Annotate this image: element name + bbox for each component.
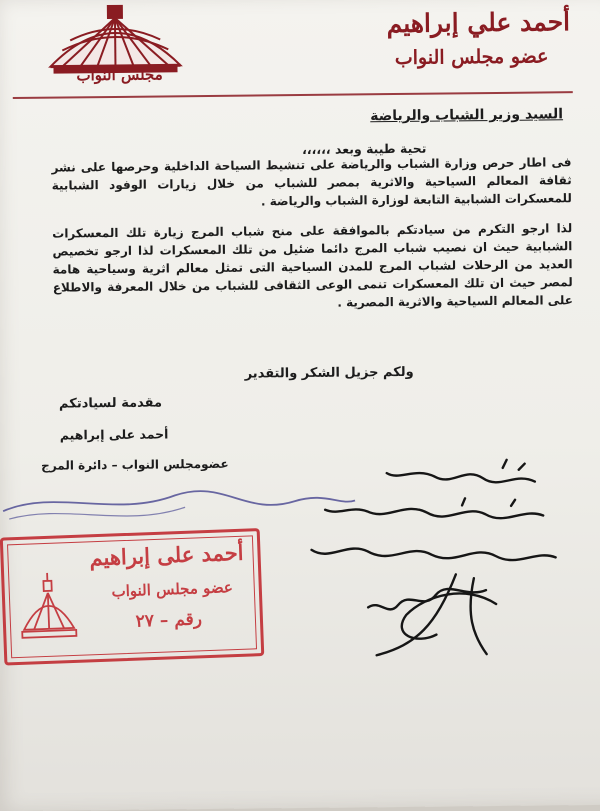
stamp-name: أحمد على إبراهيم [89,540,244,571]
presented-by: مقدمة لسيادتكم [59,395,162,411]
addressee: السيد وزير الشباب والرياضة [370,106,563,124]
greeting: تحية طيبة وبعد ،،،،،، [302,141,426,157]
letterhead-role: عضو مجلس النواب [395,45,549,69]
stamp-role: عضو مجلس النواب [111,578,233,600]
paragraph-1: فى اطار حرص وزارة الشباب والرياضة على تنشيط السياحة الداخلية وحرصها على نشر ثقافة المعالم السياحية والاثرية بمصر للشباب من خلال زيارات الوفود الشبابية للمعسكرات الشبابية التابعة لوزارة الشباب والرياضة . [51,153,572,212]
letterhead-name: أحمد علي إبراهيم [386,7,570,38]
paragraph-2: لذا ارجو التكرم من سيادتكم بالموافقة على منح شباب المرج زيارة تلك المعسكرات الشبابية حيث ان نصيب شباب المرج دائما ضئيل من تلك المعسكرات لذا ارجو تخصيص العديد من الرحلات لشباب المرج للمدن السياحية التى تمثل معالم اثرية وسياحية هامة لمصر حيث ان تلك المعسكرات تنمى الوعى الثقافى للشباب من خلال المعرفة والاطلاع على المعالم السياحية والاثرية المصرية . [52,219,573,314]
logo-caption: مجلس النواب [64,65,174,84]
signer-role: عضومجلس النواب – دائرة المرج [41,457,229,473]
closing-thanks: ولكم جزيل الشكر والتقدير [245,365,414,382]
stamp-number: رقم – ٢٧ [135,609,202,631]
signer-name: أحمد على إبراهيم [60,426,169,442]
